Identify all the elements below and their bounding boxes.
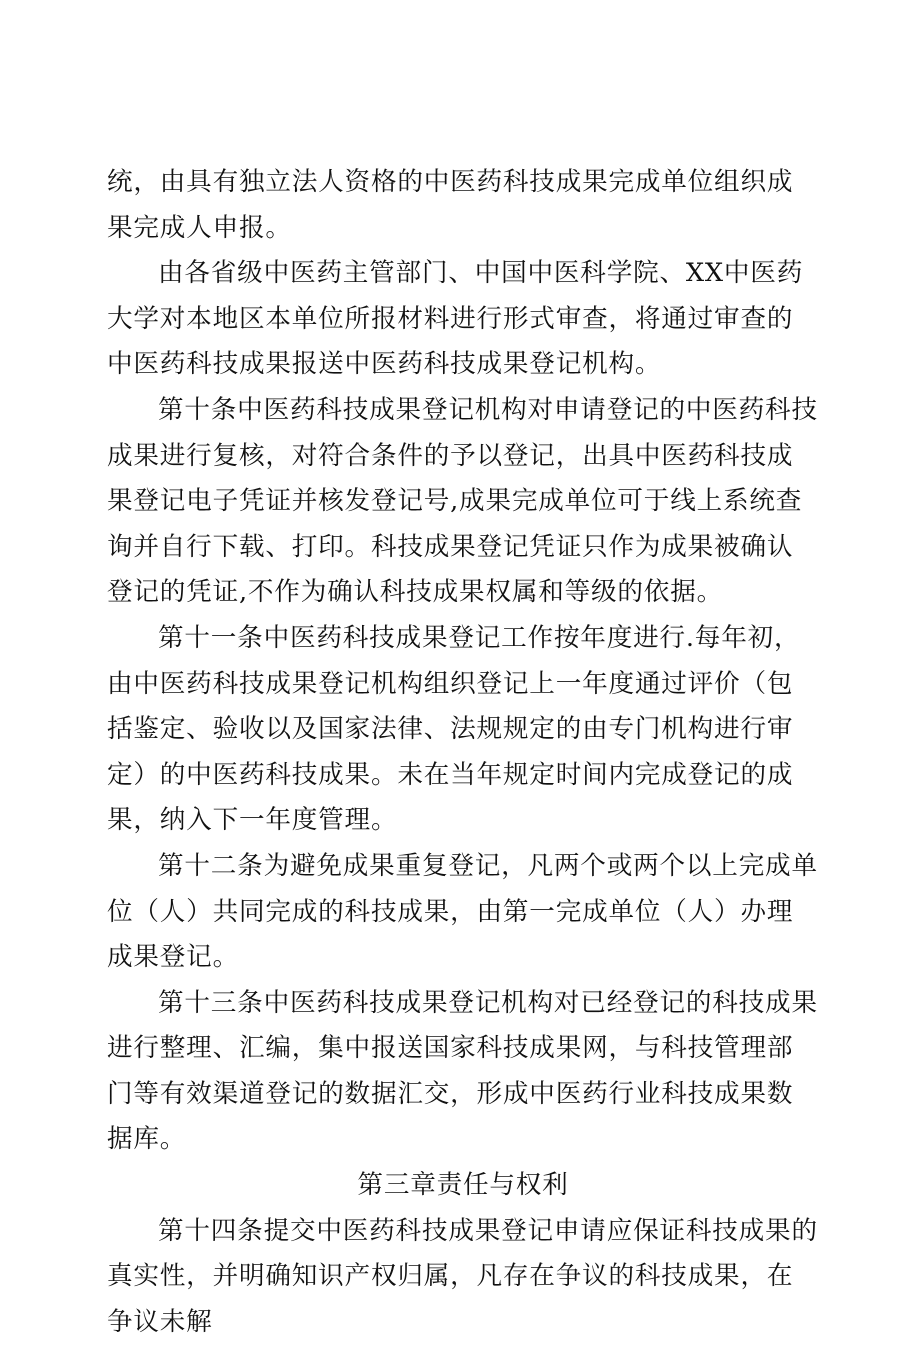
paragraph-provincial-review: 由各省级中医药主管部门、中国中医科学院、XX中医药大学对本地区本单位所报材料进行形式审查，将通过审查的中医药科技成果报送中医药科技成果登记机构。 <box>107 258 804 380</box>
paragraph-article-12: 第十二条为避免成果重复登记，凡两个或两个以上完成单位（人）共同完成的科技成果，由第一完成单位（人）办理成果登记。 <box>107 850 818 973</box>
paragraph-continuation: 统，由具有独立法人资格的中医药科技成果完成单位组织成果完成人申报。 <box>107 167 794 243</box>
paragraph-article-10: 第十条中医药科技成果登记机构对申请登记的中医药科技成果进行复核，对符合条件的予以登记，出具中医药科技成果登记电子凭证并核发登记号,成果完成单位可于线上系统查询并自行下载、打印。科技成果登记凭证只作为成果被确认登记的凭证,不作为确认科技成果权属和等级的依据。 <box>107 394 818 608</box>
paragraph-article-13: 第十三条中医药科技成果登记机构对已经登记的科技成果进行整理、汇编，集中报送国家科技成果网，与科技管理部门等有效渠道登记的数据汇交，形成中医药行业科技成果数据库。 <box>107 987 818 1155</box>
chapter-heading: 第三章责任与权利 <box>357 1170 569 1201</box>
document-body <box>107 160 819 1345</box>
paragraph-article-14: 第十四条提交中医药科技成果登记申请应保证科技成果的真实性，并明确知识产权归属，凡存在争议的科技成果，在争议未解 <box>107 1215 818 1337</box>
paragraph-article-11: 第十一条中医药科技成果登记工作按年度进行.每年初，由中医药科技成果登记机构组织登记上一年度通过评价（包括鉴定、验收以及国家法律、法规规定的由专门机构进行审定）的中医药科技成果。未在当年规定时间内完成登记的成果，纳入下一年度管理。 <box>107 622 801 836</box>
